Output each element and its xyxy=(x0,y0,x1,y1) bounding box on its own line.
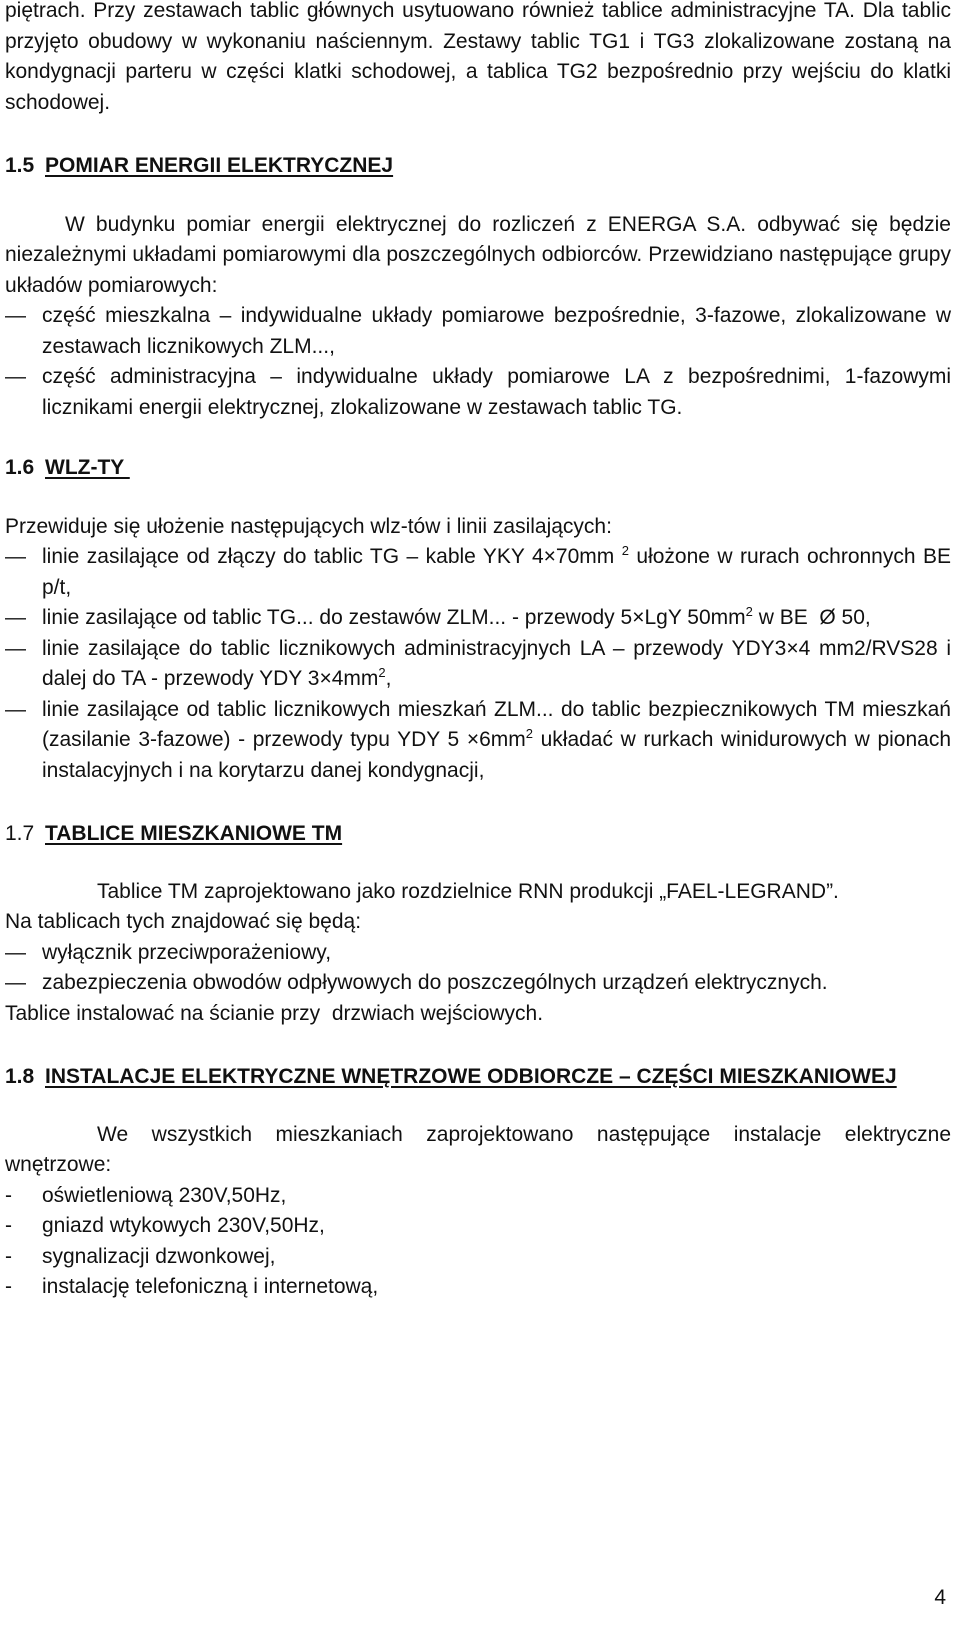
list-item: — linie zasilające od tablic licznikowych mieszkań ZLM... do tablic bezpiecznikowych TM mieszkań (zasilanie 3-fazowe) - przewody typu YDY $5 \times 6mm^2$ układać w rurkach winidurowych w pionach instalacyjnych i na korytarzu danej kondygnacji, xyxy=(5,695,951,787)
section-lead: Na tablicach tych znajdować się będą: xyxy=(5,910,362,933)
section-heading-1-5 xyxy=(5,151,951,182)
dash-marker xyxy=(5,968,27,999)
dash-marker xyxy=(5,362,27,393)
hyphen-marker xyxy=(5,1211,27,1242)
section-number: 1.8 xyxy=(5,1065,35,1088)
section-closing: Tablice instalować na ścianie przy drzwiach wejściowych. xyxy=(5,1001,544,1025)
section-title: TABLICE MIESZKANIOWE TM xyxy=(45,822,343,845)
section-heading-1-8 xyxy=(5,1062,951,1093)
dash-marker xyxy=(5,634,27,665)
section-number: 1.6 xyxy=(5,456,35,479)
dash-marker xyxy=(5,542,27,573)
list-item: - sygnalizacji dzwonkowej, xyxy=(5,1242,951,1273)
list-item: - oświetleniową 230V,50Hz, xyxy=(5,1181,951,1212)
page-number: 4 xyxy=(934,1586,946,1609)
list-item: — linie zasilające od tablic TG... do zestawów ZLM... - przewody 5×LgY $50mm^2$ w BE Ø 50, xyxy=(5,603,951,634)
section-number: 1.5 xyxy=(5,154,35,177)
installations-list xyxy=(5,1181,951,1303)
section-title: INSTALACJE ELEKTRYCZNE WNĘTRZOWE ODBIORCZE – CZĘŚCI MIESZKANIOWEJ xyxy=(45,1065,897,1088)
section-paragraph: W budynku pomiar energii elektrycznej do rozliczeń z ENERGA S.A. odbywać się będzie niezależnymi układami pomiarowymi dla poszczególnych odbiorców. Przewidziano następujące grupy układów pomiarowych: xyxy=(5,212,951,297)
section-heading-1-7 xyxy=(5,819,951,850)
dash-marker xyxy=(5,603,27,634)
section-paragraph: We wszystkich mieszkaniach zaprojektowano następujące instalacje elektryczne wnętrzowe: xyxy=(5,1122,951,1176)
list-item: — linie zasilające do tablic licznikowych administracyjnych LA – przewody YDY3×4 mm2/RVS28 i dalej do TA - przewody YDY $3\times 4mm^2$, xyxy=(5,634,951,695)
section-title: WLZ-TY xyxy=(45,456,130,479)
section-heading-1-6 xyxy=(5,453,951,484)
hyphen-marker xyxy=(5,1242,27,1273)
list-item: - instalację telefoniczną i internetową, xyxy=(5,1272,951,1303)
dash-marker xyxy=(5,695,27,726)
section-paragraph: Tablice TM zaprojektowano jako rozdzielnice RNN produkcji „FAEL-LEGRAND”. xyxy=(97,879,839,903)
list-item: — część administracyjna – indywidualne układy pomiarowe LA z bezpośrednimi, 1-fazowymi licznikami energii elektrycznej, zlokalizowane w zestawach tablic TG. xyxy=(5,362,951,423)
hyphen-marker xyxy=(5,1272,27,1303)
dash-marker xyxy=(5,938,27,969)
document-page xyxy=(5,0,951,1303)
wlz-list xyxy=(5,542,951,786)
list-item: - gniazd wtykowych 230V,50Hz, xyxy=(5,1211,951,1242)
section-title: POMIAR ENERGII ELEKTRYCZNEJ xyxy=(45,154,394,177)
tm-contents-list xyxy=(5,938,951,999)
list-item: — część mieszkalna – indywidualne układy pomiarowe bezpośrednie, 3-fazowe, zlokalizowane w zestawach licznikowych ZLM..., xyxy=(5,301,951,362)
metering-groups-list xyxy=(5,301,951,423)
list-item: — linie zasilające od złączy do tablic TG – kable YKY 4×70mm $^2$ ułożone w rurach ochronnych BE p/t, xyxy=(5,542,951,603)
list-item: — wyłącznik przeciwporażeniowy, xyxy=(5,938,951,969)
section-paragraph: Przewiduje się ułożenie następujących wlz-tów i linii zasilających: xyxy=(5,514,612,538)
intro-paragraph: piętrach. Przy zestawach tablic głównych usytuowano również tablice administracyjne TA. Dla tablic przyjęto obudowy w wykonaniu naściennym. Zestawy tablic TG1 i TG3 zlokalizowane zostaną na kondygnacji parteru w części klatki schodowej, a tablica TG2 bezpośrednio przy wejściu do klatki schodowej. xyxy=(5,0,951,114)
list-item: — zabezpieczenia obwodów odpływowych do poszczególnych urządzeń elektrycznych. xyxy=(5,968,951,999)
section-number: 1.7 xyxy=(5,822,35,845)
hyphen-marker xyxy=(5,1181,27,1212)
dash-marker xyxy=(5,301,27,332)
